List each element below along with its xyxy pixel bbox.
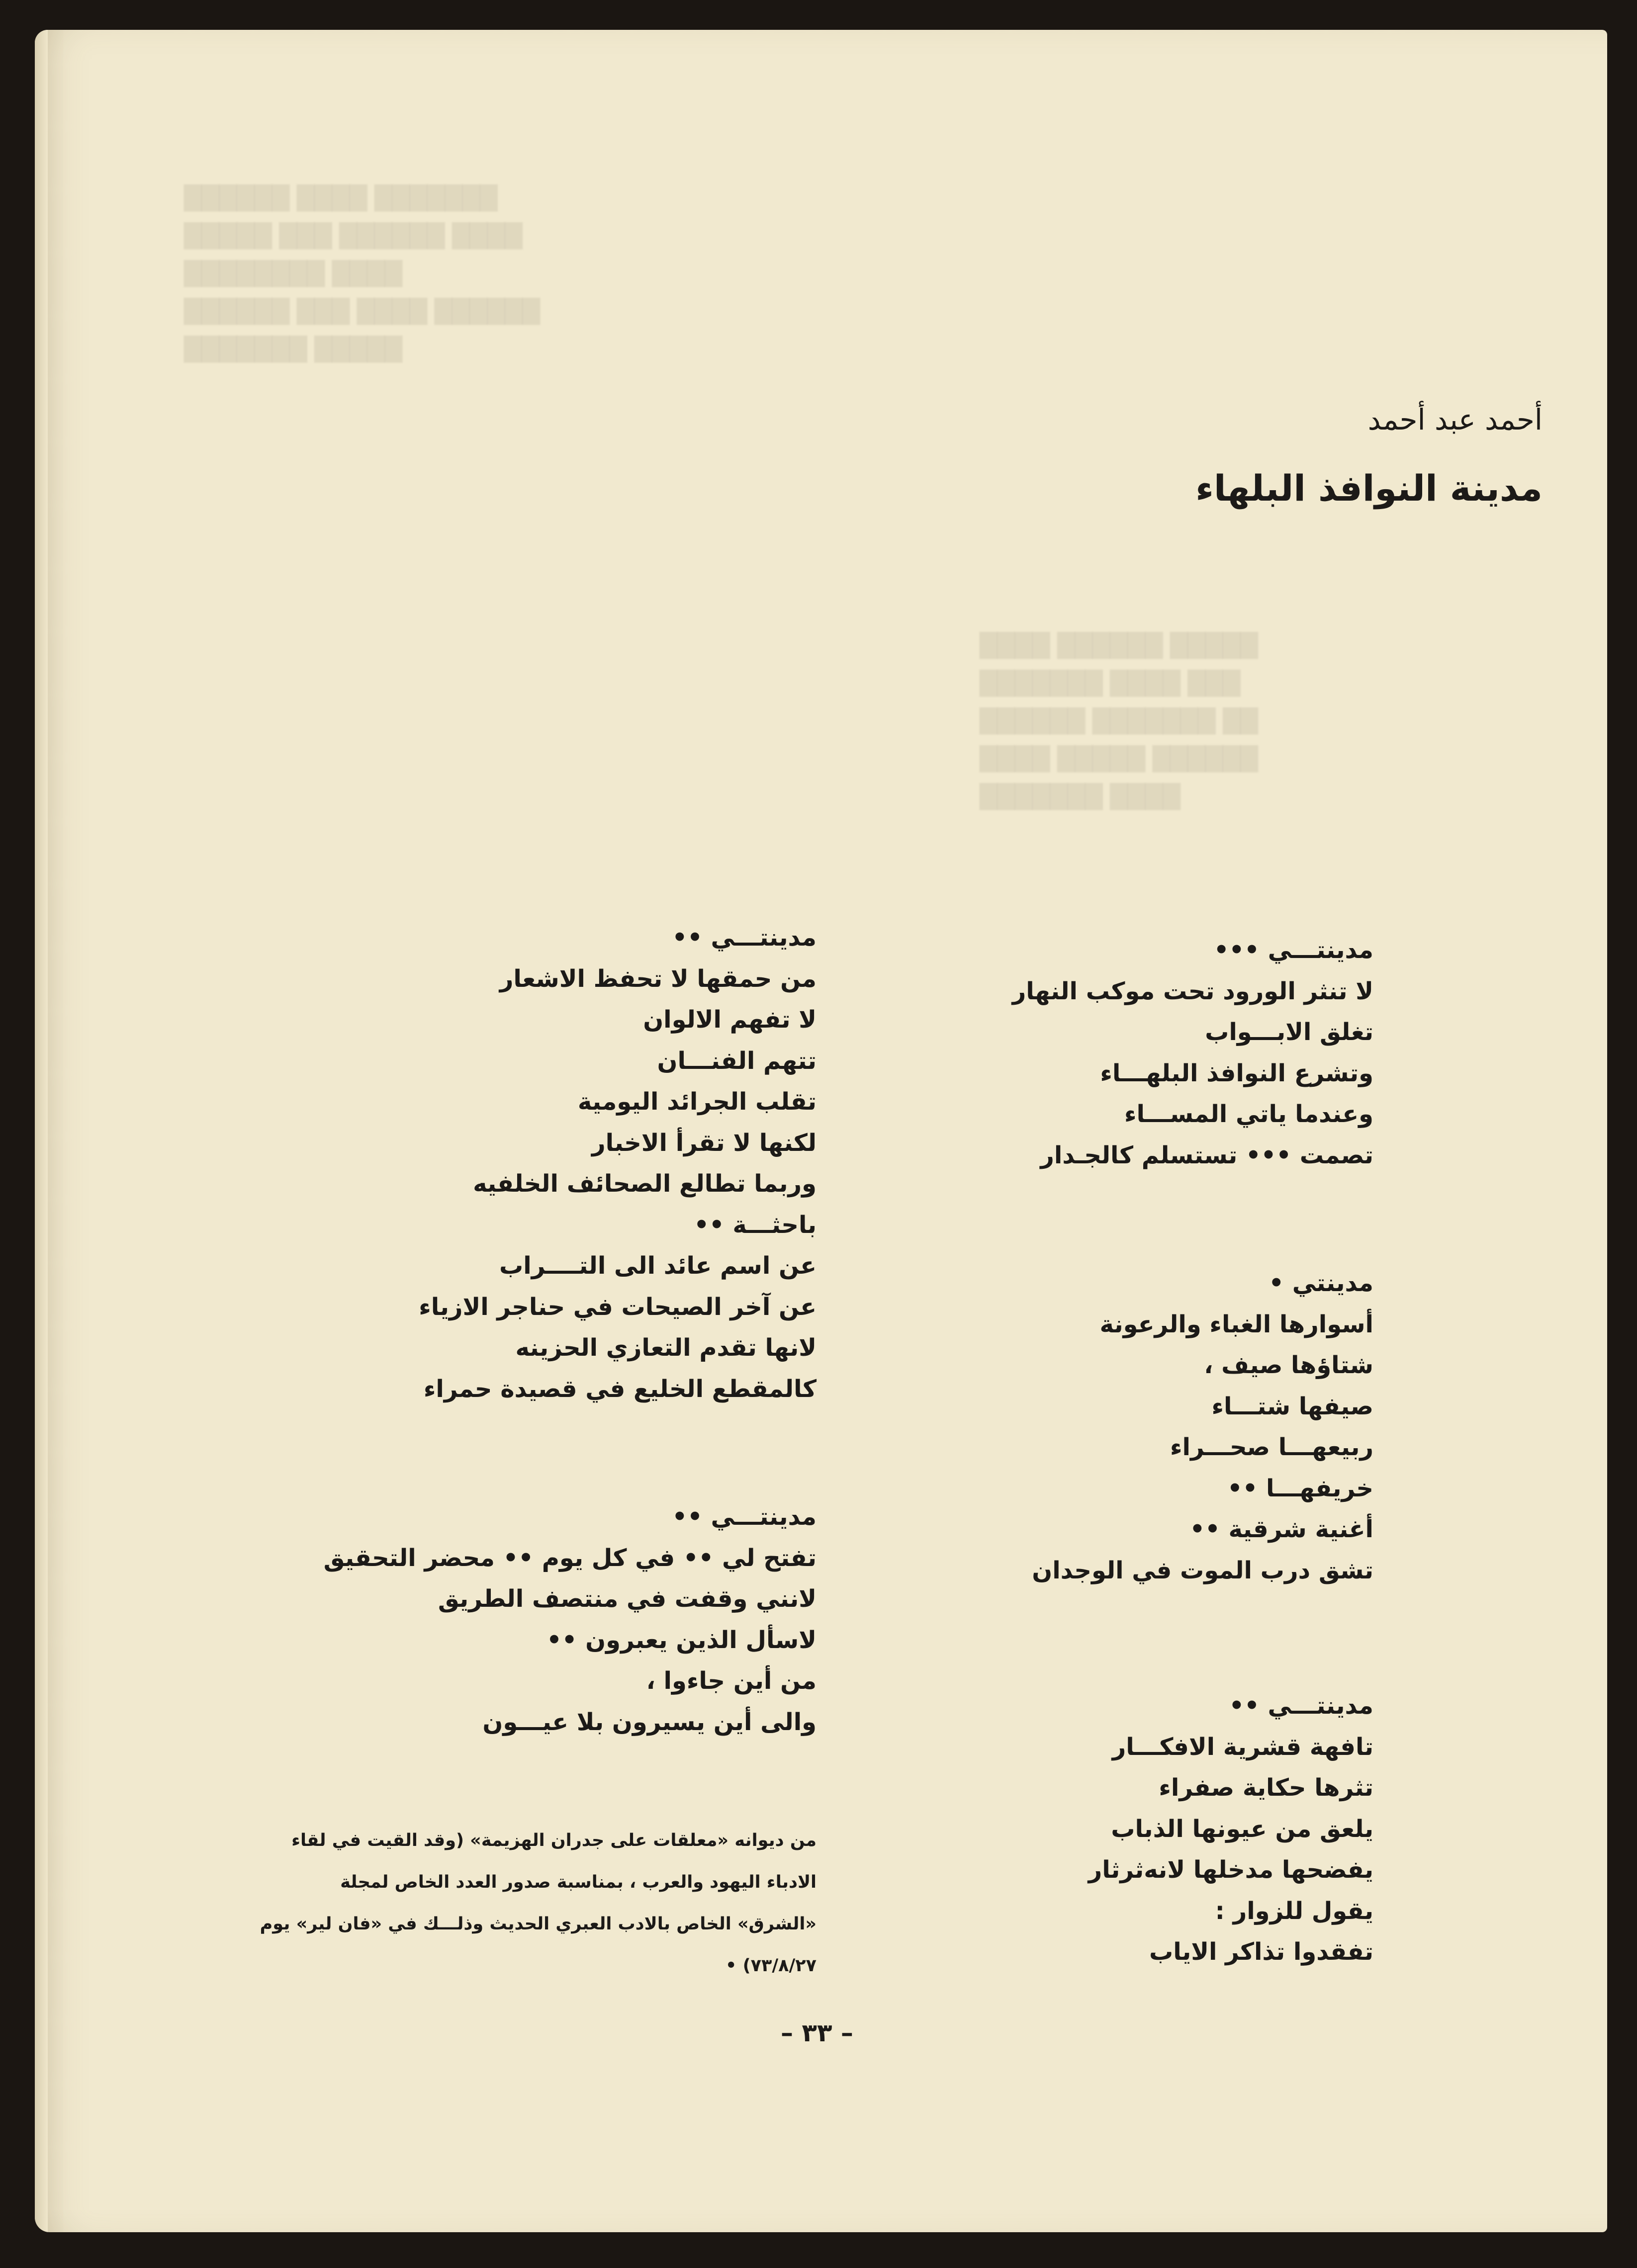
poem-line: وعندما ياتي المســـاء xyxy=(1124,1100,1373,1128)
poem-line: تفتح لي •• في كل يوم •• محضر التحقيق xyxy=(323,1544,817,1572)
left-stanza-2 xyxy=(324,1496,817,1743)
poem-line: خريفهـــا •• xyxy=(1227,1474,1373,1502)
poem-line: تغلق الابـــواب xyxy=(1205,1018,1373,1046)
poem-line: شتاؤها صيف ، xyxy=(1204,1351,1373,1379)
poem-title: مدينة النوافذ البلهاء xyxy=(1195,467,1543,509)
poem-line: لاسأل الذين يعبرون •• xyxy=(546,1626,817,1654)
bleed-through-texture: ██████ ████ ███████ █████ ███ ██████ ████ ████████ ████ ██████ ███ ████ ██████ ███████ █████ xyxy=(184,184,541,362)
poem-line: وربما تطالع الصحائف الخلفيه xyxy=(473,1170,817,1198)
poem-line: مدينتـــي •• xyxy=(672,1503,817,1531)
author-name: أحمد عبد أحمد xyxy=(1367,403,1543,436)
page-fold xyxy=(35,30,48,2232)
poem-line: من أين جاءوا ، xyxy=(646,1667,817,1695)
poem-line: لانها تقدم التعازي الحزينه xyxy=(515,1334,817,1362)
poem-line: كالمقطع الخليع في قصيدة حمراء xyxy=(423,1375,817,1403)
poem-line: عن اسم عائد الى التــــراب xyxy=(499,1252,817,1280)
poem-line: لا تفهم الالوان xyxy=(643,1006,817,1034)
poem-line: تقلب الجرائد اليومية xyxy=(577,1088,817,1116)
footnote: من ديوانه «معلقات على جدران الهزيمة» (وقد القيت في لقاء الادباء اليهود والعرب ، بمناسبة صدور العدد الخاص لمجلة «الشرق» الخاص بالادب العبري الحديث وذلـــك في «فان لير» يوم ٧٣/٨/٢٧) • xyxy=(260,1831,817,1976)
poem-line: لانني وقفت في منتصف الطريق xyxy=(438,1585,817,1613)
poem-line: تافهة قشرية الافكـــار xyxy=(1112,1733,1373,1761)
magazine-page xyxy=(35,30,1607,2232)
poem-line: تتهم الفنـــان xyxy=(657,1047,817,1075)
poem-line: لا تنثر الورود تحت موكب النهار xyxy=(1012,977,1373,1005)
poem-line: مدينتي • xyxy=(1269,1269,1373,1297)
poem-line: والى أين يسيرون بلا عيـــون xyxy=(482,1708,817,1736)
bleed-through-texture-2: ████ ██████ █████ ███████ ████ ███ ██████ ███████ ██ ████ █████ ██████ ███████ ████ xyxy=(980,632,1258,810)
left-stanza-1 xyxy=(419,917,817,1409)
poem-line: لكنها لا تقرأ الاخبار xyxy=(591,1129,817,1157)
page-number: – ٣٣ – xyxy=(781,2018,853,2047)
poem-line: أسوارها الغباء والرعونة xyxy=(1099,1310,1373,1338)
right-stanza-2 xyxy=(1032,1263,1373,1591)
poem-line: تثرها حكاية صفراء xyxy=(1159,1774,1373,1802)
poem-line: مدينتـــي ••• xyxy=(1213,936,1373,964)
poem-line: ربيعهـــا صحـــراء xyxy=(1170,1433,1373,1461)
right-stanza-3 xyxy=(1089,1685,1373,1973)
poem-line: يفضحها مدخلها لانه‌ثرثار xyxy=(1088,1856,1373,1884)
poem-line: تصمت ••• تستسلم كالجـدار xyxy=(1040,1141,1373,1169)
poem-line: باحثـــة •• xyxy=(694,1211,817,1239)
poem-line: أغنية شرقية •• xyxy=(1189,1515,1373,1543)
poem-line: مدينتـــي •• xyxy=(1229,1692,1373,1720)
right-stanza-1 xyxy=(1012,930,1373,1176)
poem-line: تشق درب الموت في الوجدان xyxy=(1032,1556,1373,1584)
poem-line: وتشرع النوافذ البلهـــاء xyxy=(1100,1059,1373,1087)
poem-line: عن آخر الصيحات في حناجر الازياء xyxy=(419,1293,817,1321)
poem-line: مدينتـــي •• xyxy=(672,924,817,952)
poem-line: من حمقها لا تحفظ الاشعار xyxy=(499,964,817,993)
poem-line: صيفها شتـــاء xyxy=(1211,1392,1373,1420)
poem-line: تفقدوا تذاكر الاياب xyxy=(1149,1938,1373,1966)
poem-line: يقول للزوار : xyxy=(1215,1897,1373,1925)
poem-line: يلعق من عيونها الذباب xyxy=(1111,1815,1373,1843)
